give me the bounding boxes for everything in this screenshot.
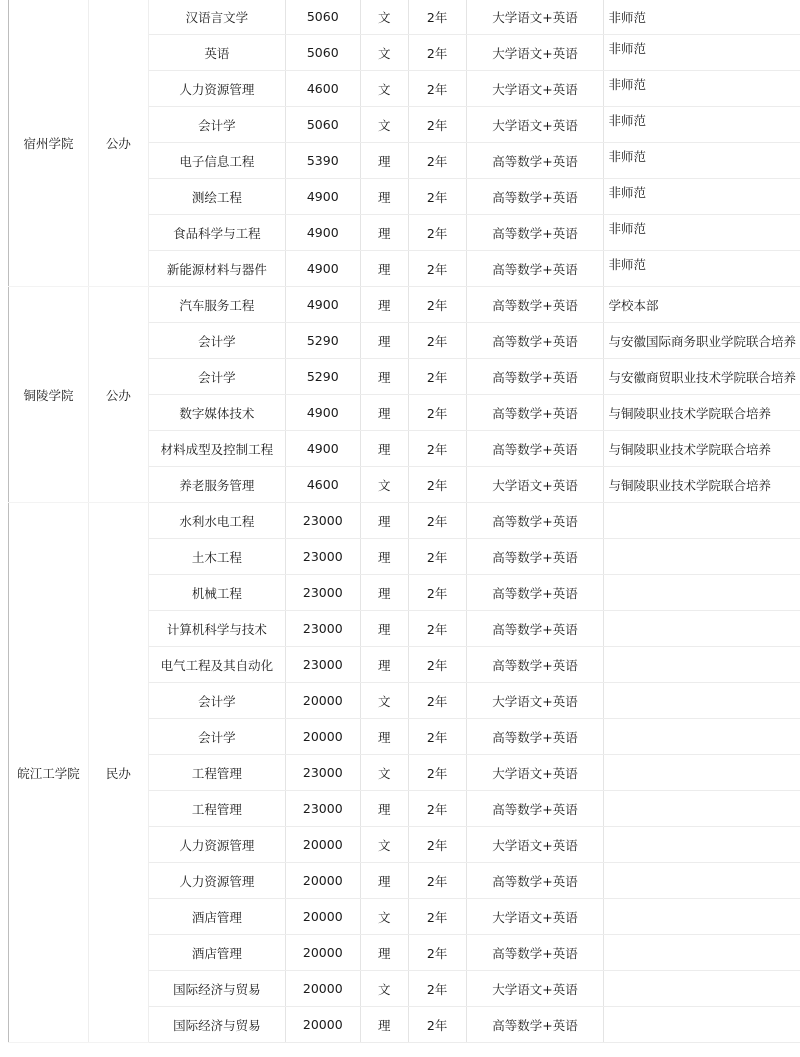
duration-cell: 2年 <box>408 647 466 683</box>
table-body <box>9 0 800 1043</box>
duration-cell: 2年 <box>408 179 466 215</box>
major-cell: 计算机科学与技术 <box>148 611 285 647</box>
duration-cell: 2年 <box>408 611 466 647</box>
tuition-fee-cell: 20000 <box>285 683 360 719</box>
category-cell: 文 <box>360 899 408 935</box>
category-cell: 理 <box>360 323 408 359</box>
duration-cell: 2年 <box>408 863 466 899</box>
tuition-fee-cell: 23000 <box>285 575 360 611</box>
table-row <box>9 0 800 35</box>
admissions-table <box>8 0 800 1043</box>
major-cell: 人力资源管理 <box>148 827 285 863</box>
category-cell: 理 <box>360 791 408 827</box>
note-cell <box>604 503 800 539</box>
note-cell <box>604 611 800 647</box>
exam-subjects-cell: 大学语文+英语 <box>466 755 604 791</box>
exam-subjects-cell: 高等数学+英语 <box>466 143 604 179</box>
major-cell: 人力资源管理 <box>148 863 285 899</box>
tuition-fee-cell: 23000 <box>285 611 360 647</box>
note-cell: 与铜陵职业技术学院联合培养 <box>604 395 800 431</box>
duration-cell: 2年 <box>408 1007 466 1043</box>
tuition-fee-cell: 23000 <box>285 791 360 827</box>
school-type-cell: 公办 <box>88 0 148 287</box>
tuition-fee-cell: 23000 <box>285 503 360 539</box>
note-cell: 非师范 <box>604 179 800 215</box>
tuition-fee-cell: 20000 <box>285 1007 360 1043</box>
exam-subjects-cell: 大学语文+英语 <box>466 71 604 107</box>
tuition-fee-cell: 20000 <box>285 719 360 755</box>
note-cell: 与安徽国际商务职业学院联合培养 <box>604 323 800 359</box>
note-cell <box>604 539 800 575</box>
exam-subjects-cell: 大学语文+英语 <box>466 0 604 35</box>
duration-cell: 2年 <box>408 395 466 431</box>
duration-cell: 2年 <box>408 539 466 575</box>
category-cell: 理 <box>360 395 408 431</box>
duration-cell: 2年 <box>408 215 466 251</box>
exam-subjects-cell: 大学语文+英语 <box>466 35 604 71</box>
major-cell: 电气工程及其自动化 <box>148 647 285 683</box>
category-cell: 理 <box>360 575 408 611</box>
duration-cell: 2年 <box>408 431 466 467</box>
duration-cell: 2年 <box>408 827 466 863</box>
category-cell: 文 <box>360 467 408 503</box>
note-cell: 与铜陵职业技术学院联合培养 <box>604 431 800 467</box>
duration-cell: 2年 <box>408 755 466 791</box>
tuition-fee-cell: 4900 <box>285 215 360 251</box>
note-cell: 非师范 <box>604 107 800 143</box>
tuition-fee-cell: 5390 <box>285 143 360 179</box>
school-name-cell: 皖江工学院 <box>9 503 89 1043</box>
exam-subjects-cell: 大学语文+英语 <box>466 107 604 143</box>
note-cell <box>604 1007 800 1043</box>
note-cell <box>604 899 800 935</box>
exam-subjects-cell: 大学语文+英语 <box>466 899 604 935</box>
note-cell <box>604 863 800 899</box>
exam-subjects-cell: 高等数学+英语 <box>466 575 604 611</box>
category-cell: 理 <box>360 503 408 539</box>
exam-subjects-cell: 高等数学+英语 <box>466 251 604 287</box>
major-cell: 汉语言文学 <box>148 0 285 35</box>
note-cell: 学校本部 <box>604 287 800 323</box>
note-cell: 非师范 <box>604 0 800 35</box>
major-cell: 食品科学与工程 <box>148 215 285 251</box>
tuition-fee-cell: 20000 <box>285 827 360 863</box>
duration-cell: 2年 <box>408 35 466 71</box>
note-cell: 与铜陵职业技术学院联合培养 <box>604 467 800 503</box>
category-cell: 理 <box>360 251 408 287</box>
category-cell: 理 <box>360 143 408 179</box>
tuition-fee-cell: 23000 <box>285 539 360 575</box>
major-cell: 酒店管理 <box>148 899 285 935</box>
category-cell: 文 <box>360 71 408 107</box>
category-cell: 理 <box>360 179 408 215</box>
duration-cell: 2年 <box>408 683 466 719</box>
category-cell: 理 <box>360 611 408 647</box>
exam-subjects-cell: 大学语文+英语 <box>466 827 604 863</box>
tuition-fee-cell: 5290 <box>285 359 360 395</box>
exam-subjects-cell: 高等数学+英语 <box>466 503 604 539</box>
category-cell: 理 <box>360 647 408 683</box>
tuition-fee-cell: 5060 <box>285 0 360 35</box>
major-cell: 国际经济与贸易 <box>148 971 285 1007</box>
major-cell: 土木工程 <box>148 539 285 575</box>
tuition-fee-cell: 20000 <box>285 935 360 971</box>
category-cell: 文 <box>360 827 408 863</box>
duration-cell: 2年 <box>408 323 466 359</box>
exam-subjects-cell: 高等数学+英语 <box>466 287 604 323</box>
duration-cell: 2年 <box>408 971 466 1007</box>
major-cell: 数字媒体技术 <box>148 395 285 431</box>
category-cell: 文 <box>360 0 408 35</box>
school-type-cell: 公办 <box>88 287 148 503</box>
exam-subjects-cell: 高等数学+英语 <box>466 611 604 647</box>
exam-subjects-cell: 高等数学+英语 <box>466 395 604 431</box>
note-cell: 非师范 <box>604 143 800 179</box>
major-cell: 测绘工程 <box>148 179 285 215</box>
tuition-fee-cell: 23000 <box>285 755 360 791</box>
tuition-fee-cell: 23000 <box>285 647 360 683</box>
duration-cell: 2年 <box>408 0 466 35</box>
duration-cell: 2年 <box>408 503 466 539</box>
exam-subjects-cell: 高等数学+英语 <box>466 359 604 395</box>
note-cell: 非师范 <box>604 251 800 287</box>
major-cell: 酒店管理 <box>148 935 285 971</box>
major-cell: 会计学 <box>148 323 285 359</box>
tuition-fee-cell: 5060 <box>285 107 360 143</box>
category-cell: 理 <box>360 431 408 467</box>
major-cell: 国际经济与贸易 <box>148 1007 285 1043</box>
category-cell: 理 <box>360 719 408 755</box>
tuition-fee-cell: 4900 <box>285 431 360 467</box>
major-cell: 会计学 <box>148 683 285 719</box>
major-cell: 水利水电工程 <box>148 503 285 539</box>
table-row <box>9 287 800 323</box>
category-cell: 文 <box>360 35 408 71</box>
category-cell: 文 <box>360 683 408 719</box>
exam-subjects-cell: 高等数学+英语 <box>466 791 604 827</box>
duration-cell: 2年 <box>408 287 466 323</box>
major-cell: 英语 <box>148 35 285 71</box>
category-cell: 理 <box>360 215 408 251</box>
category-cell: 理 <box>360 539 408 575</box>
category-cell: 理 <box>360 935 408 971</box>
tuition-fee-cell: 4600 <box>285 467 360 503</box>
note-cell <box>604 791 800 827</box>
exam-subjects-cell: 高等数学+英语 <box>466 1007 604 1043</box>
exam-subjects-cell: 大学语文+英语 <box>466 467 604 503</box>
note-cell <box>604 575 800 611</box>
note-cell <box>604 971 800 1007</box>
major-cell: 新能源材料与器件 <box>148 251 285 287</box>
note-cell <box>604 827 800 863</box>
tuition-fee-cell: 4900 <box>285 287 360 323</box>
exam-subjects-cell: 高等数学+英语 <box>466 215 604 251</box>
category-cell: 文 <box>360 107 408 143</box>
category-cell: 文 <box>360 971 408 1007</box>
exam-subjects-cell: 高等数学+英语 <box>466 539 604 575</box>
major-cell: 养老服务管理 <box>148 467 285 503</box>
major-cell: 会计学 <box>148 359 285 395</box>
duration-cell: 2年 <box>408 71 466 107</box>
note-cell <box>604 683 800 719</box>
exam-subjects-cell: 高等数学+英语 <box>466 863 604 899</box>
exam-subjects-cell: 高等数学+英语 <box>466 179 604 215</box>
tuition-fee-cell: 4900 <box>285 251 360 287</box>
school-type-cell: 民办 <box>88 503 148 1043</box>
category-cell: 理 <box>360 1007 408 1043</box>
major-cell: 电子信息工程 <box>148 143 285 179</box>
note-cell <box>604 755 800 791</box>
exam-subjects-cell: 大学语文+英语 <box>466 971 604 1007</box>
duration-cell: 2年 <box>408 251 466 287</box>
tuition-fee-cell: 4900 <box>285 395 360 431</box>
exam-subjects-cell: 高等数学+英语 <box>466 647 604 683</box>
note-cell <box>604 935 800 971</box>
tuition-fee-cell: 4600 <box>285 71 360 107</box>
duration-cell: 2年 <box>408 143 466 179</box>
school-name-cell: 宿州学院 <box>9 0 89 287</box>
tuition-fee-cell: 5060 <box>285 35 360 71</box>
duration-cell: 2年 <box>408 359 466 395</box>
exam-subjects-cell: 大学语文+英语 <box>466 683 604 719</box>
major-cell: 汽车服务工程 <box>148 287 285 323</box>
exam-subjects-cell: 高等数学+英语 <box>466 431 604 467</box>
exam-subjects-cell: 高等数学+英语 <box>466 935 604 971</box>
school-name-cell: 铜陵学院 <box>9 287 89 503</box>
major-cell: 人力资源管理 <box>148 71 285 107</box>
duration-cell: 2年 <box>408 719 466 755</box>
duration-cell: 2年 <box>408 467 466 503</box>
tuition-fee-cell: 20000 <box>285 899 360 935</box>
note-cell <box>604 719 800 755</box>
major-cell: 会计学 <box>148 719 285 755</box>
major-cell: 机械工程 <box>148 575 285 611</box>
table-row <box>9 503 800 539</box>
category-cell: 文 <box>360 755 408 791</box>
duration-cell: 2年 <box>408 107 466 143</box>
major-cell: 工程管理 <box>148 791 285 827</box>
note-cell: 非师范 <box>604 35 800 71</box>
major-cell: 工程管理 <box>148 755 285 791</box>
note-cell: 非师范 <box>604 215 800 251</box>
note-cell <box>604 647 800 683</box>
note-cell: 非师范 <box>604 71 800 107</box>
exam-subjects-cell: 高等数学+英语 <box>466 323 604 359</box>
major-cell: 材料成型及控制工程 <box>148 431 285 467</box>
category-cell: 理 <box>360 359 408 395</box>
duration-cell: 2年 <box>408 791 466 827</box>
tuition-fee-cell: 20000 <box>285 863 360 899</box>
category-cell: 理 <box>360 863 408 899</box>
tuition-fee-cell: 20000 <box>285 971 360 1007</box>
duration-cell: 2年 <box>408 935 466 971</box>
major-cell: 会计学 <box>148 107 285 143</box>
tuition-fee-cell: 4900 <box>285 179 360 215</box>
exam-subjects-cell: 高等数学+英语 <box>466 719 604 755</box>
duration-cell: 2年 <box>408 899 466 935</box>
note-cell: 与安徽商贸职业技术学院联合培养 <box>604 359 800 395</box>
tuition-fee-cell: 5290 <box>285 323 360 359</box>
category-cell: 理 <box>360 287 408 323</box>
duration-cell: 2年 <box>408 575 466 611</box>
